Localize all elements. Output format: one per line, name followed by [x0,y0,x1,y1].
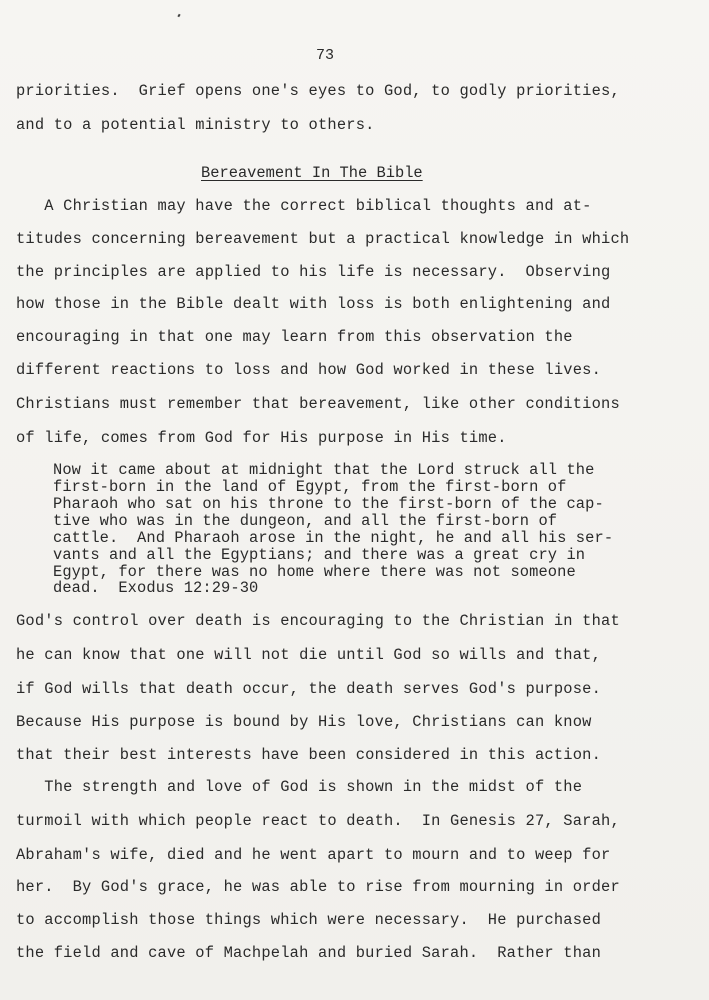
opening-line: priorities. Grief opens one's eyes to God, to godly priorities, [16,82,620,100]
paragraph-line: titudes concerning bereavement but a practical knowledge in which [16,230,630,248]
quote-line: vants and all the Egyptians; and there was a great cry in [53,546,586,564]
quote-line: cattle. And Pharaoh arose in the night, he and all his ser- [53,529,614,547]
quote-line: Pharaoh who sat on his throne to the first-born of the cap- [53,495,604,513]
paragraph-line: A Christian may have the correct biblical thoughts and at- [16,197,592,215]
quote-line: first-born in the land of Egypt, from the first-born of [53,478,567,496]
quote-line: Now it came about at midnight that the Lord struck all the [53,461,595,479]
paragraph-line: to accomplish those things which were necessary. He purchased [16,911,602,929]
paragraph-line: the principles are applied to his life is necessary. Observing [16,263,611,281]
section-heading: Bereavement In The Bible [201,164,423,182]
paragraph-line: if God wills that death occur, the death serves God's purpose. [16,680,602,698]
stray-ink-mark [177,14,180,18]
paragraph-line: of life, comes from God for His purpose in His time. [16,429,507,447]
paragraph-line: encouraging in that one may learn from this observation the [16,328,573,346]
paragraph-line: her. By God's grace, he was able to rise from mourning in order [16,878,620,896]
quote-line: Egypt, for there was no home where there was not someone [53,563,576,581]
quote-line: dead. Exodus 12:29-30 [53,579,259,597]
paragraph-line: that their best interests have been considered in this action. [16,746,602,764]
paragraph-line: the field and cave of Machpelah and buried Sarah. Rather than [16,944,602,962]
page-number: 73 [316,47,335,64]
quote-line: tive who was in the dungeon, and all the first-born of [53,512,558,530]
paragraph-line: different reactions to loss and how God worked in these lives. [16,361,602,379]
paragraph-line: Christians must remember that bereavement, like other conditions [16,395,620,413]
paragraph-line: turmoil with which people react to death. In Genesis 27, Sarah, [16,812,620,830]
paragraph-line: how those in the Bible dealt with loss is both enlightening and [16,295,611,313]
paragraph-line: Abraham's wife, died and he went apart to mourn and to weep for [16,846,611,864]
paragraph-line: Because His purpose is bound by His love, Christians can know [16,713,592,731]
paragraph-line: God's control over death is encouraging to the Christian in that [16,612,620,630]
opening-line: and to a potential ministry to others. [16,116,375,134]
paragraph-line: he can know that one will not die until God so wills and that, [16,646,602,664]
paragraph-line: The strength and love of God is shown in the midst of the [16,778,583,796]
